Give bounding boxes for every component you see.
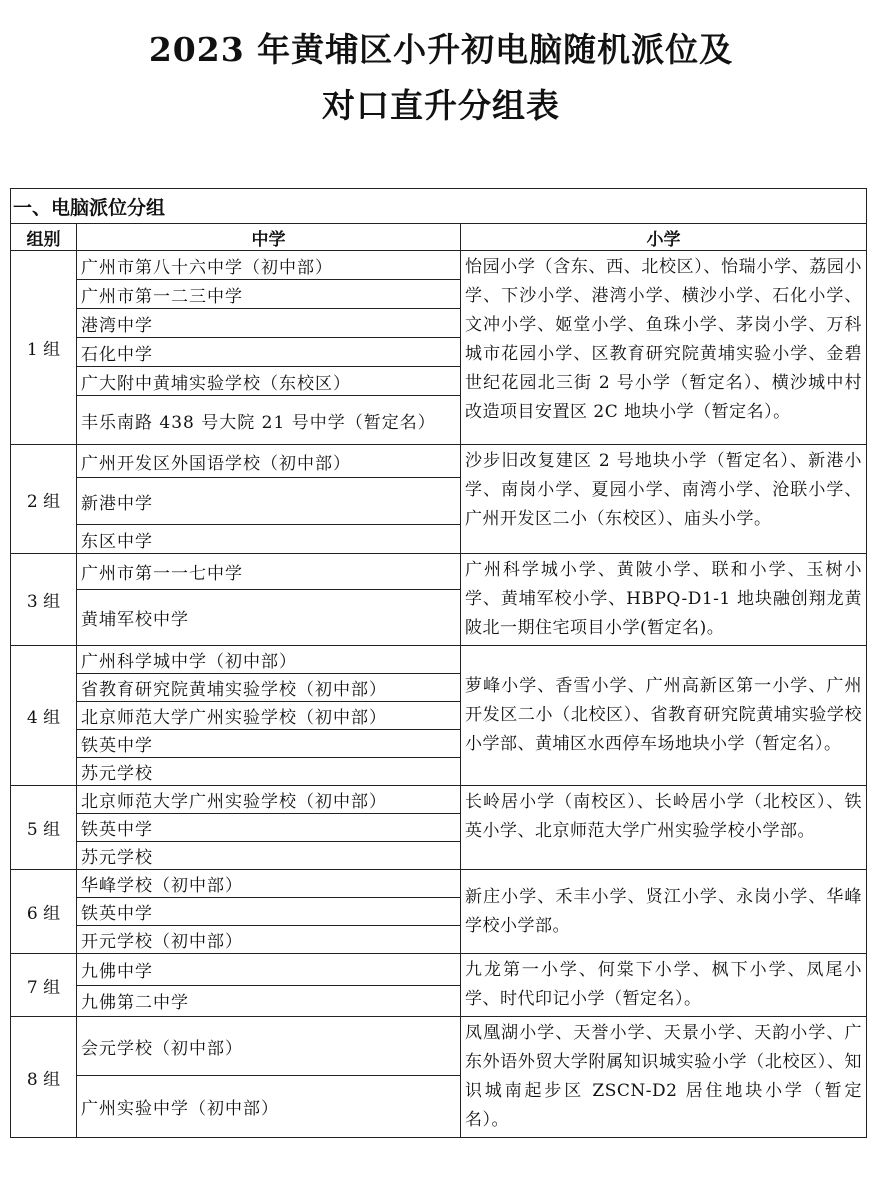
group-label: 6 组 — [11, 870, 77, 954]
title-line-2: 对口直升分组表 — [322, 86, 560, 125]
middle-school-cell: 新港中学 — [77, 478, 461, 525]
middle-school-cell: 北京师范大学广州实验学校（初中部） — [77, 786, 461, 814]
table-row — [11, 954, 867, 986]
middle-school-cell: 九佛中学 — [77, 954, 461, 986]
middle-school-cell: 黄埔军校中学 — [77, 590, 461, 646]
group-label: 2 组 — [11, 445, 77, 554]
table-row — [11, 786, 867, 814]
middle-school-cell: 铁英中学 — [77, 814, 461, 842]
middle-school-cell: 港湾中学 — [77, 309, 461, 338]
middle-school-cell: 会元学校（初中部） — [77, 1017, 461, 1076]
document-title — [0, 22, 882, 134]
middle-school-cell: 苏元学校 — [77, 758, 461, 786]
middle-school-cell: 华峰学校（初中部） — [77, 870, 461, 898]
primary-schools-cell: 怡园小学（含东、西、北校区）、怡瑞小学、荔园小学、下沙小学、港湾小学、横沙小学、石化小学、文冲小学、姬堂小学、鱼珠小学、茅岗小学、万科城市花园小学、区教育研究院黄埔实验小学、金碧世纪花园北三街 2 号小学（暂定名）、横沙城中村改造项目安置区 2C 地块小学（暂定名）。 — [461, 251, 867, 445]
middle-school-cell: 省教育研究院黄埔实验学校（初中部） — [77, 674, 461, 702]
primary-schools-cell: 九龙第一小学、何棠下小学、枫下小学、凤尾小学、时代印记小学（暂定名）。 — [461, 954, 867, 1017]
middle-school-cell: 苏元学校 — [77, 842, 461, 870]
section-row — [11, 189, 867, 224]
middle-school-cell: 广州实验中学（初中部） — [77, 1076, 461, 1138]
group-label: 1 组 — [11, 251, 77, 445]
middle-school-cell: 广州开发区外国语学校（初中部） — [77, 445, 461, 478]
title-line-1: 2023 年黄埔区小升初电脑随机派位及 — [148, 30, 734, 69]
group-label: 8 组 — [11, 1017, 77, 1138]
middle-school-cell: 开元学校（初中部） — [77, 926, 461, 954]
middle-school-cell: 石化中学 — [77, 338, 461, 367]
grouping-table — [10, 188, 867, 1138]
primary-schools-cell: 新庄小学、禾丰小学、贤江小学、永岗小学、华峰学校小学部。 — [461, 870, 867, 954]
group-label: 7 组 — [11, 954, 77, 1017]
middle-school-cell: 铁英中学 — [77, 898, 461, 926]
middle-school-cell: 东区中学 — [77, 525, 461, 554]
middle-school-cell: 广州市第一二三中学 — [77, 280, 461, 309]
column-header-middle: 中学 — [77, 224, 461, 251]
middle-school-cell: 北京师范大学广州实验学校（初中部） — [77, 702, 461, 730]
middle-school-cell: 九佛第二中学 — [77, 985, 461, 1017]
middle-school-cell: 广州科学城中学（初中部） — [77, 646, 461, 674]
middle-school-cell: 广州市第一一七中学 — [77, 554, 461, 590]
primary-schools-cell: 凤凰湖小学、天誉小学、天景小学、天韵小学、广东外语外贸大学附属知识城实验小学（北校区）、知识城南起步区 ZSCN-D2 居住地块小学（暂定名）。 — [461, 1017, 867, 1138]
middle-school-cell: 铁英中学 — [77, 730, 461, 758]
table-row — [11, 554, 867, 590]
middle-school-cell: 广州市第八十六中学（初中部） — [77, 251, 461, 280]
table-row — [11, 445, 867, 478]
section-heading: 一、电脑派位分组 — [11, 189, 867, 224]
middle-school-cell: 广大附中黄埔实验学校（东校区） — [77, 367, 461, 396]
table-row — [11, 1017, 867, 1076]
group-label: 5 组 — [11, 786, 77, 870]
table-row — [11, 646, 867, 674]
header-row — [11, 224, 867, 251]
table-row — [11, 251, 867, 280]
column-header-primary: 小学 — [461, 224, 867, 251]
group-label: 3 组 — [11, 554, 77, 646]
table-row — [11, 870, 867, 898]
group-label: 4 组 — [11, 646, 77, 786]
primary-schools-cell: 广州科学城小学、黄陂小学、联和小学、玉树小学、黄埔军校小学、HBPQ-D1-1 地块融创翔龙黄陂北一期住宅项目小学(暂定名)。 — [461, 554, 867, 646]
primary-schools-cell: 沙步旧改复建区 2 号地块小学（暂定名）、新港小学、南岗小学、夏园小学、南湾小学、沧联小学、广州开发区二小（东校区）、庙头小学。 — [461, 445, 867, 554]
column-header-group: 组别 — [11, 224, 77, 251]
primary-schools-cell: 萝峰小学、香雪小学、广州高新区第一小学、广州开发区二小（北校区）、省教育研究院黄埔实验学校小学部、黄埔区水西停车场地块小学（暂定名）。 — [461, 646, 867, 786]
primary-schools-cell: 长岭居小学（南校区）、长岭居小学（北校区）、铁英小学、北京师范大学广州实验学校小学部。 — [461, 786, 867, 870]
middle-school-cell: 丰乐南路 438 号大院 21 号中学（暂定名） — [77, 396, 461, 445]
